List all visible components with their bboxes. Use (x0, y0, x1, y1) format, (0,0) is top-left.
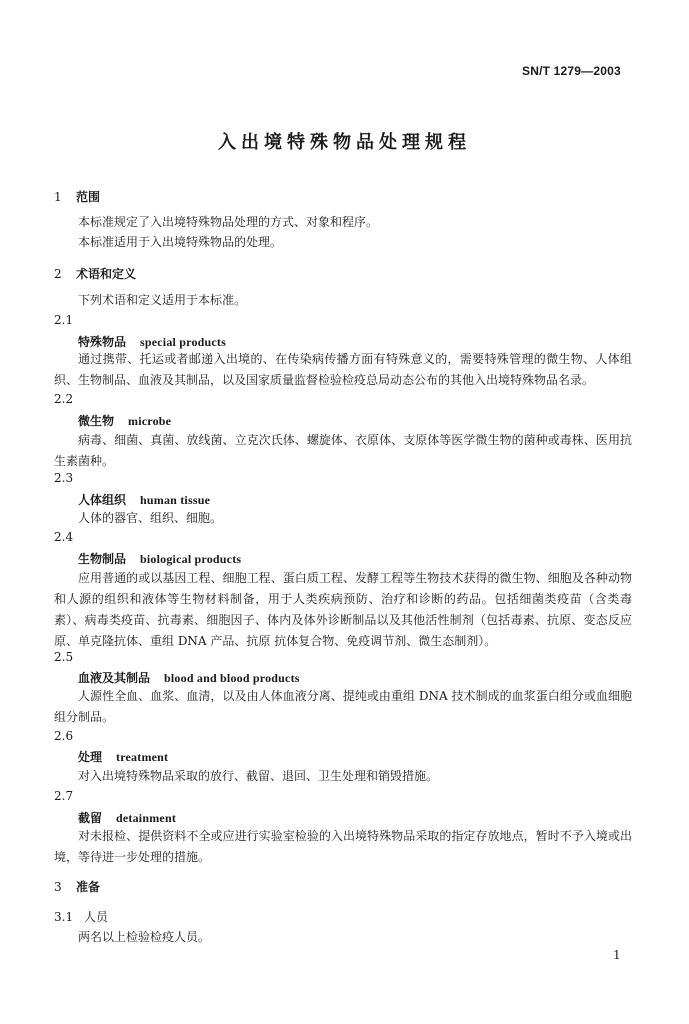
section-number: 3 (54, 880, 62, 894)
clause-number: 2.3 (54, 471, 74, 485)
term-definition: 应用普通的或以基因工程、细胞工程、蛋白质工程、发酵工程等生物技术获得的微生物、细胞及各种动物和人源的组织和液体等生物材料制备，用于人类疾病预防、治疗和诊断的药品。包括细菌类疫苗（含类毒素）、病毒类疫苗、抗毒素、细胞因子、体内及体外诊断制品以及其他活性制剂（包括毒素、抗原、变态反应原、单克隆抗体、重组 DNA 产品、抗原 抗体复合物、免疫调节剂、微生态制剂）。 (54, 571, 632, 648)
section-number: 1 (54, 190, 62, 204)
subsection-heading (54, 908, 108, 925)
term-heading (78, 412, 171, 429)
section-1-paragraph: 本标准规定了入出境特殊物品处理的方式、对象和程序。 (78, 215, 379, 229)
section-title: 范围 (76, 190, 101, 204)
term-definition: 对入出境特殊物品采取的放行、截留、退回、卫生处理和销毁措施。 (78, 769, 439, 783)
subsection-number: 3.1 (54, 910, 74, 924)
term-definition: 通过携带、托运或者邮递入出境的、在传染病传播方面有特殊意义的，需要特殊管理的微生物、人体组织、生物制品、血液及其制品，以及国家质量监督检验检疫总局动态公布的其他入出境特殊物品名录。 (54, 352, 632, 387)
term-zh: 处理 (78, 750, 103, 764)
term-en: biological products (140, 552, 242, 566)
section-1-paragraph: 本标准适用于入出境特殊物品的处理。 (78, 235, 283, 249)
section-1-heading (54, 188, 100, 205)
term-zh: 微生物 (78, 414, 115, 428)
term-en: detainment (116, 811, 177, 825)
clause-number: 2.6 (54, 729, 74, 743)
section-2-heading (54, 265, 136, 282)
section-number: 2 (54, 267, 62, 281)
term-heading (78, 333, 226, 350)
standard-code: SN/T 1279—2003 (522, 64, 621, 78)
page-number: 1 (613, 948, 621, 962)
subsection-text: 两名以上检验检疫人员。 (78, 930, 211, 944)
term-zh: 生物制品 (78, 552, 127, 566)
clause-number: 2.5 (54, 650, 74, 664)
section-3-heading (54, 878, 100, 895)
term-zh: 血液及其制品 (78, 671, 151, 685)
document-title: 入出境特殊物品处理规程 (218, 132, 471, 153)
term-heading (78, 550, 241, 567)
term-en: treatment (116, 750, 169, 764)
term-zh: 截留 (78, 811, 103, 825)
term-heading (78, 748, 168, 765)
term-en: special products (140, 335, 227, 349)
term-en: microbe (128, 414, 172, 428)
term-definition: 人源性全血、血浆、血清，以及由人体血液分离、提纯或由重组 DNA 技术制成的血浆蛋白组分或血细胞组分制品。 (54, 689, 632, 724)
clause-number: 2.2 (54, 392, 74, 406)
term-en: human tissue (140, 493, 211, 507)
term-en: blood and blood products (164, 671, 300, 685)
term-heading (78, 491, 210, 508)
term-zh: 特殊物品 (78, 335, 127, 349)
clause-number: 2.7 (54, 789, 74, 803)
term-definition: 病毒、细菌、真菌、放线菌、立克次氏体、螺旋体、衣原体、支原体等医学微生物的菌种或毒株、医用抗生素菌种。 (54, 433, 632, 468)
term-definition: 对未报检、提供资料不全或应进行实验室检验的入出境特殊物品采取的指定存放地点，暂时不予入境或出境，等待进一步处理的措施。 (54, 829, 632, 864)
clause-number: 2.4 (54, 530, 74, 544)
term-definition: 人体的器官、组织、细胞。 (78, 511, 223, 525)
section-title: 术语和定义 (76, 267, 137, 281)
section-2-intro: 下列术语和定义适用于本标准。 (78, 293, 247, 307)
section-title: 准备 (76, 880, 101, 894)
term-heading (78, 809, 176, 826)
term-zh: 人体组织 (78, 493, 127, 507)
subsection-title: 人员 (84, 910, 109, 924)
clause-number: 2.1 (54, 313, 74, 327)
term-heading (78, 669, 300, 686)
